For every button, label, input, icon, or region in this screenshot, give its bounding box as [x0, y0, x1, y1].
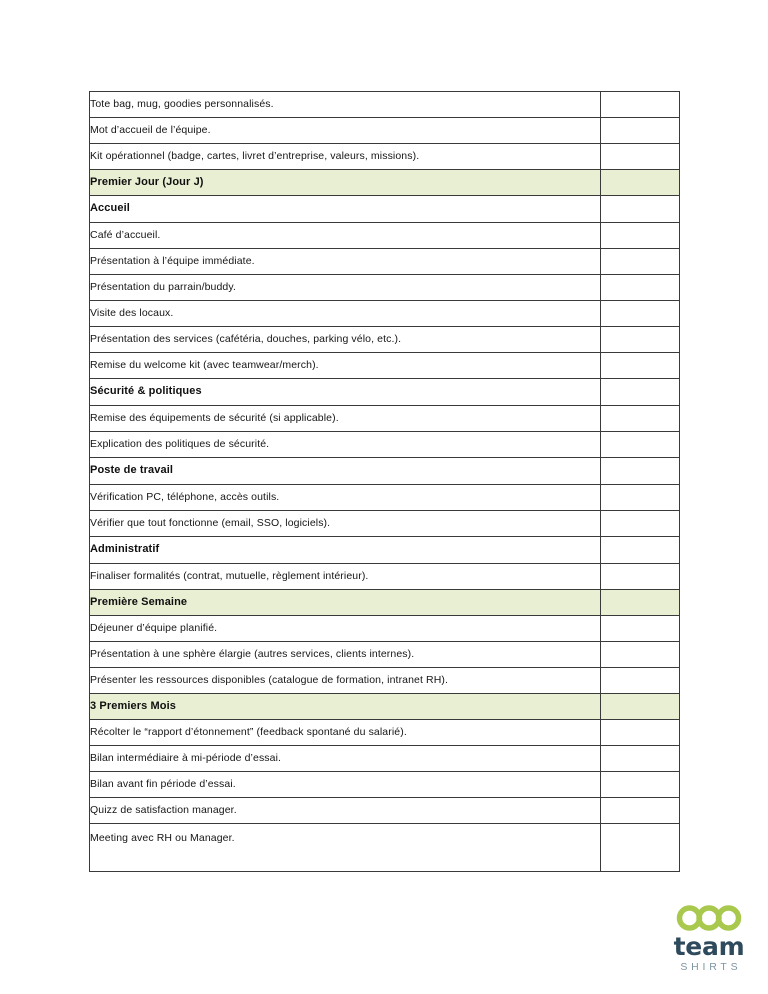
task-checkbox-cell[interactable] — [601, 694, 680, 720]
task-checkbox-cell[interactable] — [601, 301, 680, 327]
table-row — [90, 720, 680, 746]
task-checkbox-cell[interactable] — [601, 720, 680, 746]
table-subheading-row — [90, 196, 680, 223]
task-label-cell: Mot d’accueil de l’équipe. — [90, 118, 601, 144]
task-label-cell: Kit opérationnel (badge, cartes, livret d’entreprise, valeurs, missions). — [90, 144, 601, 170]
task-checkbox-cell[interactable] — [601, 616, 680, 642]
table-row — [90, 511, 680, 537]
table-row — [90, 798, 680, 824]
task-label-cell: Remise du welcome kit (avec teamwear/merch). — [90, 353, 601, 379]
task-label-cell: Présenter les ressources disponibles (catalogue de formation, intranet RH). — [90, 668, 601, 694]
task-checkbox-cell[interactable] — [601, 92, 680, 118]
task-label-cell: Présentation à une sphère élargie (autres services, clients internes). — [90, 642, 601, 668]
table-row — [90, 327, 680, 353]
table-row — [90, 353, 680, 379]
table-row — [90, 118, 680, 144]
task-checkbox-cell[interactable] — [601, 275, 680, 301]
task-checkbox-cell[interactable] — [601, 406, 680, 432]
table-row — [90, 772, 680, 798]
task-label-cell: Présentation des services (cafétéria, douches, parking vélo, etc.). — [90, 327, 601, 353]
table-section-row — [90, 694, 680, 720]
table-row — [90, 824, 680, 872]
table-section-row — [90, 590, 680, 616]
table-row — [90, 406, 680, 432]
table-section-row — [90, 170, 680, 196]
table-row — [90, 564, 680, 590]
task-checkbox-cell[interactable] — [601, 485, 680, 511]
task-checkbox-cell[interactable] — [601, 118, 680, 144]
table-row — [90, 485, 680, 511]
task-label-cell: Tote bag, mug, goodies personnalisés. — [90, 92, 601, 118]
table-row — [90, 92, 680, 118]
task-checkbox-cell[interactable] — [601, 642, 680, 668]
task-checkbox-cell[interactable] — [601, 511, 680, 537]
task-checkbox-cell[interactable] — [601, 327, 680, 353]
task-label-cell: Explication des politiques de sécurité. — [90, 432, 601, 458]
task-checkbox-cell[interactable] — [601, 537, 680, 564]
task-label-cell: Bilan intermédiaire à mi-période d’essai. — [90, 746, 601, 772]
task-label-cell: Café d’accueil. — [90, 223, 601, 249]
task-label-cell: Remise des équipements de sécurité (si applicable). — [90, 406, 601, 432]
table-row — [90, 223, 680, 249]
task-checkbox-cell[interactable] — [601, 798, 680, 824]
table-row — [90, 301, 680, 327]
task-checkbox-cell[interactable] — [601, 196, 680, 223]
task-checkbox-cell[interactable] — [601, 223, 680, 249]
task-checkbox-cell[interactable] — [601, 249, 680, 275]
task-label-cell: Premier Jour (Jour J) — [90, 170, 601, 196]
table-row — [90, 432, 680, 458]
task-checkbox-cell[interactable] — [601, 772, 680, 798]
task-checkbox-cell[interactable] — [601, 432, 680, 458]
table-row — [90, 642, 680, 668]
table-row — [90, 249, 680, 275]
task-checkbox-cell[interactable] — [601, 824, 680, 872]
task-label-cell: 3 Premiers Mois — [90, 694, 601, 720]
table-row — [90, 275, 680, 301]
task-label-cell: Vérifier que tout fonctionne (email, SSO, logiciels). — [90, 511, 601, 537]
table-row — [90, 668, 680, 694]
logo-wordmark: team — [673, 932, 745, 961]
task-label-cell: Visite des locaux. — [90, 301, 601, 327]
task-label-cell: Présentation du parrain/buddy. — [90, 275, 601, 301]
table-row — [90, 746, 680, 772]
brand-logo — [663, 905, 755, 983]
task-checkbox-cell[interactable] — [601, 564, 680, 590]
task-label-cell: Poste de travail — [90, 458, 601, 485]
task-label-cell: Sécurité & politiques — [90, 379, 601, 406]
task-checkbox-cell[interactable] — [601, 379, 680, 406]
onboarding-checklist-table — [89, 91, 680, 872]
task-checkbox-cell[interactable] — [601, 746, 680, 772]
task-label-cell: Finaliser formalités (contrat, mutuelle, règlement intérieur). — [90, 564, 601, 590]
table-row — [90, 144, 680, 170]
task-label-cell: Présentation à l’équipe immédiate. — [90, 249, 601, 275]
table-subheading-row — [90, 379, 680, 406]
checklist-table-body — [90, 92, 680, 872]
logo-subword: SHIRTS — [680, 961, 742, 973]
task-label-cell: Accueil — [90, 196, 601, 223]
task-checkbox-cell[interactable] — [601, 353, 680, 379]
task-label-cell: Meeting avec RH ou Manager. — [90, 824, 601, 872]
table-row — [90, 616, 680, 642]
task-label-cell: Bilan avant fin période d’essai. — [90, 772, 601, 798]
task-checkbox-cell[interactable] — [601, 144, 680, 170]
task-checkbox-cell[interactable] — [601, 458, 680, 485]
task-label-cell: Déjeuner d’équipe planifié. — [90, 616, 601, 642]
three-rings-icon — [674, 905, 744, 931]
table-subheading-row — [90, 458, 680, 485]
table-subheading-row — [90, 537, 680, 564]
task-checkbox-cell[interactable] — [601, 668, 680, 694]
task-checkbox-cell[interactable] — [601, 170, 680, 196]
task-label-cell: Quizz de satisfaction manager. — [90, 798, 601, 824]
task-label-cell: Récolter le “rapport d’étonnement” (feedback spontané du salarié). — [90, 720, 601, 746]
task-label-cell: Vérification PC, téléphone, accès outils. — [90, 485, 601, 511]
task-checkbox-cell[interactable] — [601, 590, 680, 616]
task-label-cell: Administratif — [90, 537, 601, 564]
task-label-cell: Première Semaine — [90, 590, 601, 616]
